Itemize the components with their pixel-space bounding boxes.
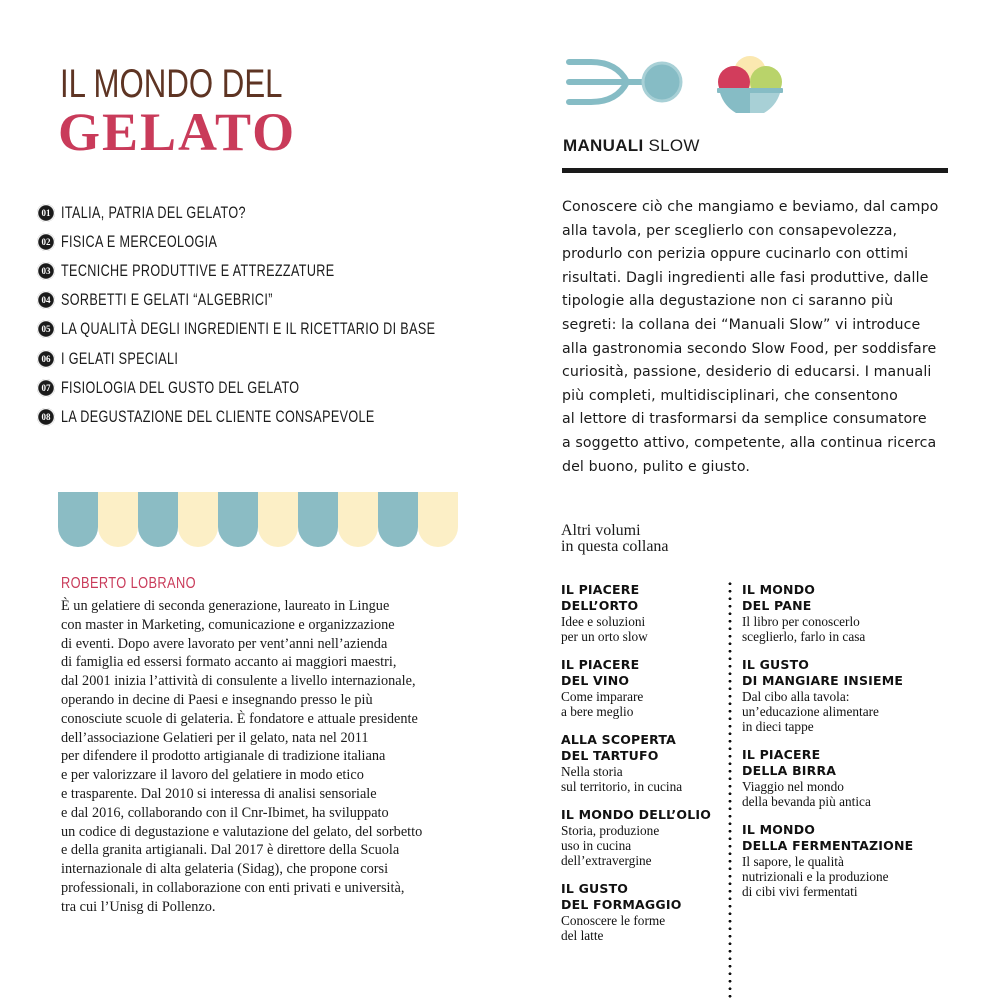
toc-item bbox=[37, 286, 567, 315]
chapter-title: FISICA E MERCEOLOGIA bbox=[61, 231, 218, 251]
bio-line: con master in Marketing, comunicazione e organizzazione bbox=[61, 616, 395, 633]
book-subtitle: della bevanda più antica bbox=[742, 794, 871, 809]
heading-line: Altri volumi bbox=[561, 522, 641, 539]
book-title: DEL PANE bbox=[742, 598, 812, 613]
table-of-contents bbox=[37, 198, 567, 432]
volumes-column-left bbox=[561, 582, 731, 956]
book-entry bbox=[742, 747, 952, 809]
intro-line: risultati. Dagli ingredienti alle fasi produttive, dalle bbox=[562, 269, 929, 286]
book-title: IL MONDO bbox=[742, 822, 816, 837]
book-title: DEL TARTUFO bbox=[561, 748, 659, 763]
book-entry bbox=[561, 881, 731, 943]
book-entry bbox=[742, 582, 952, 644]
bio-line: dal 2001 inizia l’attività di consulente a livello internazionale, bbox=[61, 673, 416, 690]
chapter-title: ITALIA, PATRIA DEL GELATO? bbox=[61, 202, 246, 222]
awning-scallop-teal bbox=[138, 492, 178, 547]
book-entry bbox=[742, 657, 952, 734]
book-subtitle: per un orto slow bbox=[561, 629, 648, 644]
awning-scallop-cream bbox=[338, 492, 378, 547]
bio-line: È un gelatiere di seconda generazione, laureato in Lingue bbox=[61, 598, 390, 614]
toc-item bbox=[37, 315, 567, 344]
bio-line: tra cui l’Unisg di Pollenzo. bbox=[61, 898, 216, 915]
chapter-number-badge: 04 bbox=[37, 291, 55, 309]
book-subtitle: Idee e soluzioni bbox=[561, 614, 646, 629]
book-subtitle: Il sapore, le qualità bbox=[742, 854, 844, 869]
series-label bbox=[563, 136, 700, 156]
book-title: IL GUSTO bbox=[742, 657, 810, 672]
chapter-number-badge: 08 bbox=[37, 408, 55, 426]
book-entry bbox=[561, 807, 731, 868]
awning-scallop-cream bbox=[178, 492, 218, 547]
bio-line: operando in decine di Paesi e insegnando presso le più bbox=[61, 691, 373, 708]
toc-item bbox=[37, 256, 567, 285]
dotted-column-divider bbox=[728, 580, 732, 1000]
awning-decoration bbox=[58, 492, 458, 547]
chapter-number-badge: 01 bbox=[37, 204, 55, 222]
ice-cream-bowl-icon bbox=[714, 52, 786, 121]
intro-line: a soggetto attivo, competente, alla continua ricerca bbox=[562, 434, 937, 451]
intro-line: del buono, pulito e giusto. bbox=[562, 458, 750, 475]
book-title: DELL’ORTO bbox=[561, 598, 639, 613]
awning-scallop-cream bbox=[98, 492, 138, 547]
awning-scallop-teal bbox=[378, 492, 418, 547]
book-subtitle: Come imparare bbox=[561, 689, 644, 704]
volumes-column-right bbox=[742, 582, 952, 912]
bio-line: un codice di degustazione e valutazione del gelato, del sorbetto bbox=[61, 823, 423, 840]
bio-line: dell’associazione Gelatieri per il gelato, nata nel 2011 bbox=[61, 729, 369, 746]
book-title: DEL FORMAGGIO bbox=[561, 897, 682, 912]
bio-line: e dal 2016, collaborando con il Cnr-Ibimet, ha sviluppato bbox=[61, 804, 389, 821]
intro-line: alla tavola, per sceglierlo con consapevolezza, bbox=[562, 222, 898, 239]
chapter-number-badge: 07 bbox=[37, 379, 55, 397]
chapter-number-badge: 05 bbox=[37, 320, 55, 338]
awning-scallop-teal bbox=[58, 492, 98, 547]
book-subtitle: dell’extravergine bbox=[561, 853, 652, 868]
book-subtitle: del latte bbox=[561, 928, 604, 943]
toc-item bbox=[37, 402, 567, 431]
book-subtitle: Dal cibo alla tavola: bbox=[742, 689, 850, 704]
bio-line: per difendere il prodotto artigianale di tradizione italiana bbox=[61, 748, 386, 765]
toc-item bbox=[37, 373, 567, 402]
toc-item bbox=[37, 198, 567, 227]
book-subtitle: Nella storia bbox=[561, 764, 623, 779]
awning-scallop-teal bbox=[298, 492, 338, 547]
heading-line: in questa collana bbox=[561, 538, 669, 555]
book-title: DELLA BIRRA bbox=[742, 763, 837, 778]
book-title: ALLA SCOPERTA bbox=[561, 732, 677, 747]
intro-line: più completi, multidisciplinari, che consentono bbox=[562, 387, 898, 404]
bio-line: e della granita artigianali. Dal 2017 è direttore della Scuola bbox=[61, 842, 400, 859]
book-title: IL MONDO DELL’OLIO bbox=[561, 807, 712, 822]
book-title: IL PIACERE bbox=[742, 747, 821, 762]
chapter-title: FISIOLOGIA DEL GUSTO DEL GELATO bbox=[61, 377, 300, 397]
toc-item bbox=[37, 227, 567, 256]
chapter-title: LA QUALITÀ DEGLI INGREDIENTI E IL RICETTARIO DI BASE bbox=[61, 319, 436, 339]
book-title: DELLA FERMENTAZIONE bbox=[742, 838, 914, 853]
chapter-title: TECNICHE PRODUTTIVE E ATTREZZATURE bbox=[61, 260, 335, 280]
book-title: IL GUSTO bbox=[561, 881, 629, 896]
bio-line: conosciute scuole di gelateria. È fondatore e attuale presidente bbox=[61, 710, 418, 727]
ice-cream-scoop-icon bbox=[565, 56, 685, 113]
bio-line: professionali, in collaborazione con enti privati e università, bbox=[61, 879, 405, 896]
book-subtitle: uso in cucina bbox=[561, 838, 632, 853]
title-gelato: GELATO bbox=[58, 102, 297, 162]
bio-line: di famiglia ed essersi formato accanto ai maggiori maestri, bbox=[61, 654, 397, 671]
book-subtitle: sceglierlo, farlo in casa bbox=[742, 629, 866, 644]
book-subtitle: Il libro per conoscerlo bbox=[742, 614, 860, 629]
chapter-title: I GELATI SPECIALI bbox=[61, 348, 179, 368]
series-intro bbox=[562, 196, 962, 479]
series-divider bbox=[562, 168, 948, 173]
bio-line: e per valorizzare il lavoro del gelatiere in modo etico bbox=[61, 767, 364, 784]
book-entry bbox=[561, 582, 731, 644]
chapter-title: LA DEGUSTAZIONE DEL CLIENTE CONSAPEVOLE bbox=[61, 406, 375, 426]
chapter-title: SORBETTI E GELATI “ALGEBRICI” bbox=[61, 290, 273, 310]
intro-line: al lettore di trasformarsi da semplice consumatore bbox=[562, 411, 927, 428]
intro-line: tipologie alla degustazione non ci saranno più bbox=[562, 293, 894, 310]
author-bio bbox=[61, 597, 481, 917]
author-name: ROBERTO LOBRANO bbox=[61, 575, 196, 592]
book-title: IL MONDO bbox=[742, 582, 816, 597]
bio-line: internazionale di alta gelateria (Sidag), che propone corsi bbox=[61, 861, 389, 878]
book-subtitle: sul territorio, in cucina bbox=[561, 779, 683, 794]
bio-line: di eventi. Dopo avere lavorato per vent’anni nell’azienda bbox=[61, 635, 388, 652]
chapter-number-badge: 03 bbox=[37, 262, 55, 280]
intro-line: Conoscere ciò che mangiamo e beviamo, dal campo bbox=[562, 199, 939, 215]
book-title: IL PIACERE bbox=[561, 657, 640, 672]
book-subtitle: un’educazione alimentare bbox=[742, 704, 879, 719]
intro-line: alla gastronomia secondo Slow Food, per soddisfare bbox=[562, 340, 937, 357]
book-title: DEL VINO bbox=[561, 673, 630, 688]
book-subtitle: nutrizionali e la produzione bbox=[742, 869, 889, 884]
book-subtitle: di cibi vivi fermentati bbox=[742, 884, 858, 899]
book-title: IL PIACERE bbox=[561, 582, 640, 597]
book-entry bbox=[742, 822, 952, 899]
bio-line: e trasparente. Dal 2010 si interessa di analisi sensoriale bbox=[61, 785, 377, 802]
awning-scallop-teal bbox=[218, 492, 258, 547]
intro-line: produrlo con perizia oppure cucinarlo con ottimi bbox=[562, 246, 909, 263]
book-subtitle: Storia, produzione bbox=[561, 823, 660, 838]
chapter-number-badge: 06 bbox=[37, 350, 55, 368]
book-subtitle: in dieci tappe bbox=[742, 719, 814, 734]
series-label-bold: MANUALI bbox=[563, 136, 644, 155]
toc-item bbox=[37, 344, 567, 373]
other-volumes-heading bbox=[561, 523, 669, 555]
intro-line: curiosità, passione, desiderio di educarsi. I manuali bbox=[562, 364, 932, 381]
intro-line: segreti: la collana dei “Manuali Slow” vi introduce bbox=[562, 316, 921, 333]
book-subtitle: Viaggio nel mondo bbox=[742, 779, 844, 794]
book-entry bbox=[561, 732, 731, 794]
awning-scallop-cream bbox=[418, 492, 458, 547]
series-label-regular: SLOW bbox=[643, 136, 700, 155]
book-title: DI MANGIARE INSIEME bbox=[742, 673, 904, 688]
awning-scallop-cream bbox=[258, 492, 298, 547]
book-subtitle: a bere meglio bbox=[561, 704, 634, 719]
book-entry bbox=[561, 657, 731, 719]
chapter-number-badge: 02 bbox=[37, 233, 55, 251]
title-line-1: IL MONDO DEL bbox=[60, 62, 283, 106]
book-subtitle: Conoscere le forme bbox=[561, 913, 666, 928]
